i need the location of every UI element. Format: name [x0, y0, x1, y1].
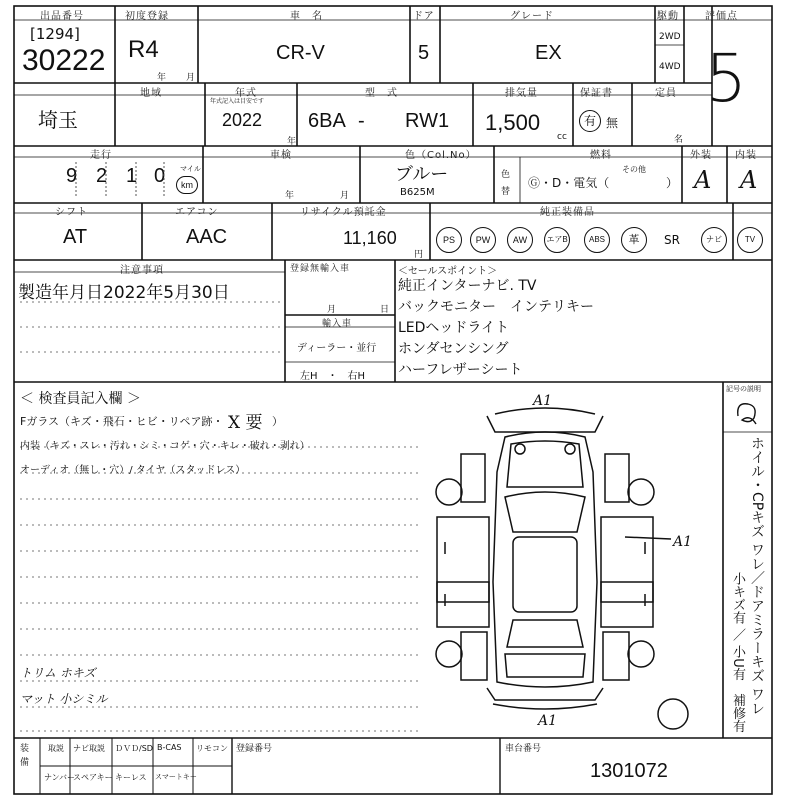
capacity-unit: 名 [674, 135, 684, 145]
color-change-2: 替 [501, 187, 511, 197]
fuel-options: Ⓖ・D・電気（ [528, 176, 610, 190]
damage-mark-rear: A1 [538, 713, 558, 729]
footer-item: キーレス [115, 773, 147, 782]
year-model-note: 年式記入は目安です [210, 98, 265, 105]
reg-no-label: 登録番号 [236, 744, 273, 754]
color-change-1: 色 [501, 170, 511, 180]
mileage-unit-mile: マイル [180, 165, 201, 173]
glass-mark: X 要 [228, 413, 263, 433]
shaken-month-unit: 月 [340, 191, 350, 201]
year-model-value: 2022 [222, 110, 263, 130]
aircon-label: エアコン [175, 207, 219, 218]
recycle-unit: 円 [414, 250, 424, 260]
model-dash: - [358, 110, 365, 132]
car-name: CR-V [276, 42, 325, 64]
footer-item: ナンバー [44, 773, 76, 782]
footer-item: リモコン [196, 744, 228, 753]
mileage-unit-km: km [176, 176, 198, 194]
import-type-label: 輸入車 [322, 319, 353, 329]
equip-ps: PS [436, 227, 462, 253]
legend-stamp-icon [730, 396, 764, 430]
displacement-unit: cc [557, 132, 567, 142]
recycle-label: リサイクル預託金 [300, 207, 387, 218]
interior-label: 内装 [735, 150, 757, 161]
side-note-1: ホイル・CPキズ ワレ／ドアミラーキズ ワレ [749, 436, 765, 716]
handle-side: 左H ・ 右H [300, 371, 366, 382]
equip-aw: AW [507, 227, 533, 253]
sales-point: バックモニター インテリキー [398, 299, 594, 315]
mileage-digit: 1 [126, 165, 138, 187]
interior-grade: A [740, 166, 758, 194]
first-reg-month-unit: 月 [186, 73, 196, 83]
equip-tv: TV [737, 227, 763, 253]
caution-text: 製造年月日2022年5月30日 [18, 283, 230, 303]
footer-item: B-CAS [157, 743, 182, 752]
cert-no: 無 [606, 116, 619, 130]
score-label: 評価点 [705, 11, 738, 22]
equip-navi: ナビ [701, 227, 727, 253]
legend-label: 記号の説明 [726, 385, 761, 393]
inspector-line-interior: 内装（キズ・スレ・汚れ・シミ・コゲ・穴・キレ・破れ・剥れ） [20, 441, 310, 452]
sales-point: ホンダセンシング [398, 341, 509, 357]
mileage-digit: 2 [96, 165, 108, 187]
caution-label: 注意事項 [120, 265, 164, 276]
drive-label: 駆動 [657, 11, 679, 22]
handwritten-trim-note: トリム ホキズ [20, 666, 96, 680]
inspector-line-glass-close: ） [272, 415, 283, 428]
aircon-value: AAC [186, 226, 228, 248]
import-month: 月 [327, 305, 337, 315]
exterior-grade: A [694, 166, 712, 194]
displacement-label: 排気量 [505, 88, 538, 99]
equip-pw: PW [470, 227, 496, 253]
inspector-line-audio: オーディオ（無し・穴）/ タイヤ（スタッドレス） [20, 465, 246, 476]
year-model-label: 年式 [235, 88, 257, 99]
color-name: ブルー [395, 164, 449, 184]
handwritten-mat-note: マット 小シミル [20, 692, 108, 706]
footer-item: スマートキー [155, 773, 197, 781]
sales-points [398, 275, 594, 380]
door-count: 5 [418, 42, 430, 64]
footer-item: スペアキー [73, 773, 113, 782]
footer-item: ＤＶＤ/SD [115, 744, 153, 753]
grade-value: EX [535, 42, 562, 64]
chassis-number: 1301072 [590, 760, 668, 782]
shift-value: AT [63, 226, 88, 248]
mileage-dividers [50, 162, 180, 198]
model-label: 型 式 [365, 88, 398, 99]
lot-code: [1294] [30, 25, 80, 43]
shaken-year-unit: 年 [285, 191, 295, 201]
footer-item: ナビ取説 [73, 744, 105, 753]
lot-number: 30222 [22, 44, 106, 77]
region-label: 地域 [140, 88, 162, 99]
sales-label: ＜セールスポイント＞ [398, 266, 498, 277]
first-reg-year-unit: 年 [157, 73, 167, 83]
displacement-value: 1,500 [485, 110, 541, 135]
drive-2wd: 2WD [659, 32, 681, 42]
import-label: 登録無輸入車 [290, 264, 351, 274]
first-reg-label: 初度登録 [125, 11, 169, 22]
score-value: 5 [705, 40, 747, 117]
equip-sr: SR [664, 233, 680, 247]
equip-airbag: エアB [544, 227, 570, 253]
doors-label: ドア [413, 11, 435, 22]
capacity-label: 定員 [655, 88, 677, 99]
damage-mark-front: A1 [533, 393, 553, 409]
equip-label: 純正装備品 [540, 207, 595, 218]
drive-4wd: 4WD [659, 62, 681, 72]
import-day: 日 [380, 305, 390, 315]
cert-label: 保証書 [580, 88, 613, 99]
color-code: B625M [400, 187, 435, 198]
side-note-2: 小キズ有 ／ 小U有 補修有 [730, 572, 745, 733]
equip-leather: 革 [621, 227, 647, 253]
sales-point: LEDヘッドライト [398, 320, 510, 336]
inspector-title: ＜ 検査員記入欄 ＞ [20, 391, 141, 407]
mileage-label: 走行 [90, 150, 112, 161]
sales-point: ハーフレザーシート [398, 362, 523, 378]
fuel-label: 燃料 [590, 150, 612, 161]
color-label: 色（Col.No） [405, 150, 477, 161]
shift-label: シフト [55, 207, 88, 218]
fuel-other: その他 [622, 165, 646, 174]
mileage-digit: 0 [154, 165, 166, 187]
chassis-label: 車台番号 [505, 744, 542, 754]
first-reg-era: R4 [128, 36, 159, 63]
lot-no-label: 出品番号 [40, 11, 84, 22]
model-code: RW1 [405, 110, 450, 132]
car-name-label: 車 名 [290, 11, 323, 22]
car-diagram [425, 392, 725, 737]
mileage-digit: 9 [66, 165, 78, 187]
model-prefix: 6BA [308, 110, 346, 132]
inspector-line-glass: Fガラス（キズ・飛石・ヒビ・リペア跡・ [20, 415, 224, 428]
equip-abs: ABS [584, 227, 610, 253]
exterior-label: 外装 [690, 150, 712, 161]
import-type: ディーラー・並行 [297, 343, 377, 354]
sales-point: 純正インターナビ. TV [398, 278, 537, 294]
year-model-unit: 年 [287, 137, 297, 147]
footer-item: 取説 [48, 744, 64, 753]
damage-mark-side: A1 [673, 534, 693, 550]
grade-label: グレード [510, 11, 554, 22]
recycle-value: 11,160 [343, 228, 397, 248]
footer-equip-label: 装備 [20, 744, 30, 768]
cert-yes-circled: 有 [579, 110, 601, 132]
shaken-label: 車検 [270, 150, 292, 161]
fuel-close: ） [666, 176, 679, 190]
region-value: 埼玉 [38, 110, 78, 132]
